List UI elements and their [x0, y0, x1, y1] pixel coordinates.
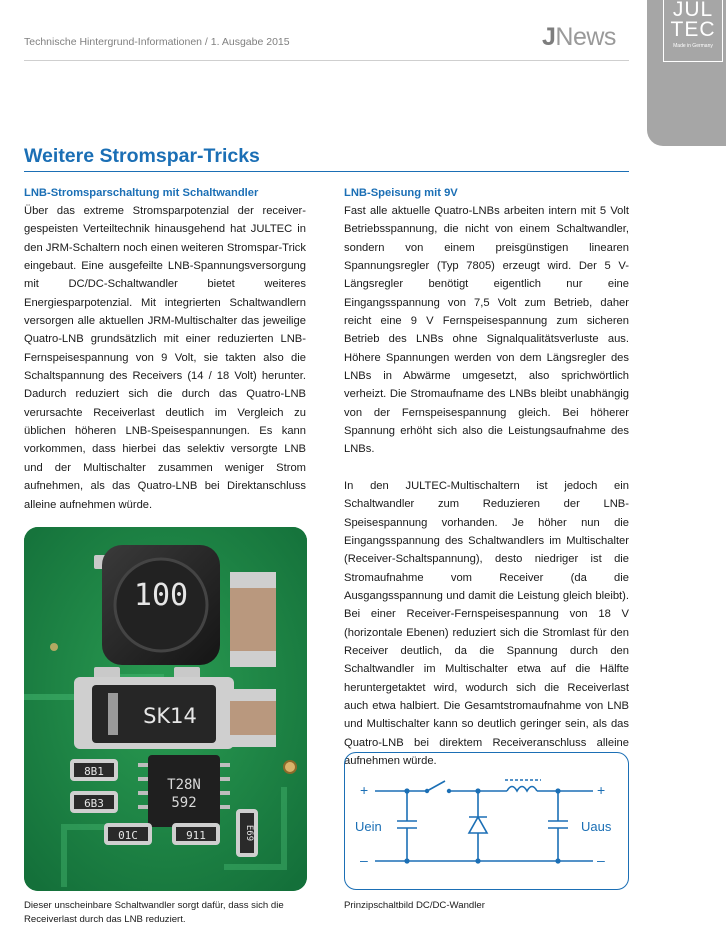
plus-in: + [360, 782, 369, 798]
header-subtitle: Technische Hintergrund-Informationen / 1. Ausgabe 2015 [24, 36, 290, 48]
logo-line-2: TEC [670, 18, 716, 41]
section1-body: Über das extreme Stromsparpotenzial der receiver-gespeisten Verteiltechnik hinausgehend hat JULTEC in den JRM-Schaltern noch einen weiteren Stromspar-Trick eingebaut. Eine ausgefeilte LNB-Spannungsversorgung mit DC/DC-Schaltwandler bietet weiteres Energiesparpotenzial. Mit integrierten Schaltwandlern versorgen alle aktuellen JRM-Multischalter das jeweilige Quatro-LNB grundsätzlich mit einer reduzierten LNB-Fernspeisespannung von 9 Volt, sie takten also die Schaltspannung des Receivers (14 / 18 Volt) herunter. Dadurch reduziert sich die durch das Quatro-LNB verursachte Receiverlast deutlich im Vergleich zu üblichen höheren LNB-Speisespannungen. Es kann vorkommen, dass hierbei das selektiv versorgte LNB und der Multischalter zusammen weniger Strom aufnehmen, als das Quatro-LNB bei Direktanschluss alleine aufnehmen würde. [24, 205, 306, 511]
resistor-label-4: 911 [186, 829, 206, 842]
label-uaus: Uaus [581, 819, 612, 834]
photo-caption: Dieser unscheinbare Schaltwandler sorgt dafür, dass sich die Receiverlast durch das LNB reduziert. [24, 900, 284, 925]
resistor-label-2: 6B3 [84, 797, 104, 810]
schematic-caption: Prinzipschaltbild DC/DC-Wandler [344, 900, 485, 911]
diode-label: SK14 [143, 704, 197, 728]
header-divider [24, 60, 629, 61]
pcb-illustration [24, 527, 307, 891]
jnews-brand [542, 23, 616, 52]
resistor-label-5: E69 [244, 824, 254, 842]
switch-symbol [427, 781, 445, 791]
section2-heading: LNB-Speisung mit 9V [344, 187, 458, 199]
resistor-label-1: 8B1 [84, 765, 104, 778]
resistor-label-3: 01C [118, 829, 138, 842]
inductor-symbol [507, 787, 537, 792]
title-divider [24, 171, 629, 172]
column-right [344, 184, 629, 770]
label-uein: Uein [355, 819, 382, 834]
column-left [24, 184, 306, 514]
logo-line-1: JUL [672, 0, 714, 21]
pcb-photo [24, 527, 307, 891]
section2-body-1: Fast alle aktuelle Quatro-LNBs arbeiten intern mit 5 Volt Betriebsspannung, die nicht von einem Schaltwandler, sondern von einem preisgünstigen linearen Spannungsregler (Typ 7805) erzeugt wird. Der 5 V-Längsregler benötigt eigentlich nur eine Eingangsspannung von 7,5 Volt zum Betrieb, daher reicht eine 9 V Fernspeisespannung zum sicheren Betrieb des LNBs ohne Signalqualitätsverluste aus. Höhere Spannungen werden von dem Längsregler des LNBs in Abwärme umgesetzt, also sprichwörtlich verheizt. Die Stromaufname des LNBs bleibt unabhängig von der Fernspeisespannung gleich. Bei höherer Spannung erhöht sich also die Leistungsaufnahme des LNBs. [344, 205, 629, 456]
schematic-box [344, 752, 629, 890]
jultec-logo [663, 0, 723, 62]
minus-out: – [597, 852, 605, 868]
ic-label-2: 592 [171, 795, 197, 811]
logo-tagline: Made in Germany [673, 43, 713, 49]
section2-body-2: In den JULTEC-Multischaltern ist jedoch ein Schaltwandler zum Reduzieren der LNB-Speisespannung vorhanden. Je höher nun die Eingangsspannung des Schaltwandlers im Multischalter (Receiver-Schaltspannung), desto niedriger ist die Stromaufnahme vom Receiver (da die Ausgangsspannung und damit die Leistung gleich bleibt). Bei einer Receiver-Fernspeisespannung von 18 V (horizontale Ebenen) reduziert sich die Stromlast für den Receiver deutlich, da die Spannung durch den Schaltwandler im Multischalter etwa auf die Hälfte heruntergetaktet wird, wodurch sich die Receiverlast auch etwa halbiert. Die Gesamtstromaufnahme von LNB und Multischalter kann so deutlich geringer sein, als das Quatro-LNB bei direktem Receiveranschluss alleine aufnehmen würde. [344, 479, 629, 767]
minus-in: – [360, 852, 368, 868]
paragraph-gap [344, 459, 629, 477]
jnews-brand-news: News [555, 23, 616, 51]
plus-out: + [597, 782, 606, 798]
article-title: Weitere Stromspar-Tricks [24, 145, 260, 167]
ic-label-1: T28N [167, 777, 201, 793]
inductor-label: 100 [133, 578, 189, 613]
section1-heading: LNB-Stromsparschaltung mit Schaltwandler [24, 187, 259, 199]
jnews-brand-j: J [542, 23, 556, 51]
schematic-diagram [345, 753, 627, 888]
